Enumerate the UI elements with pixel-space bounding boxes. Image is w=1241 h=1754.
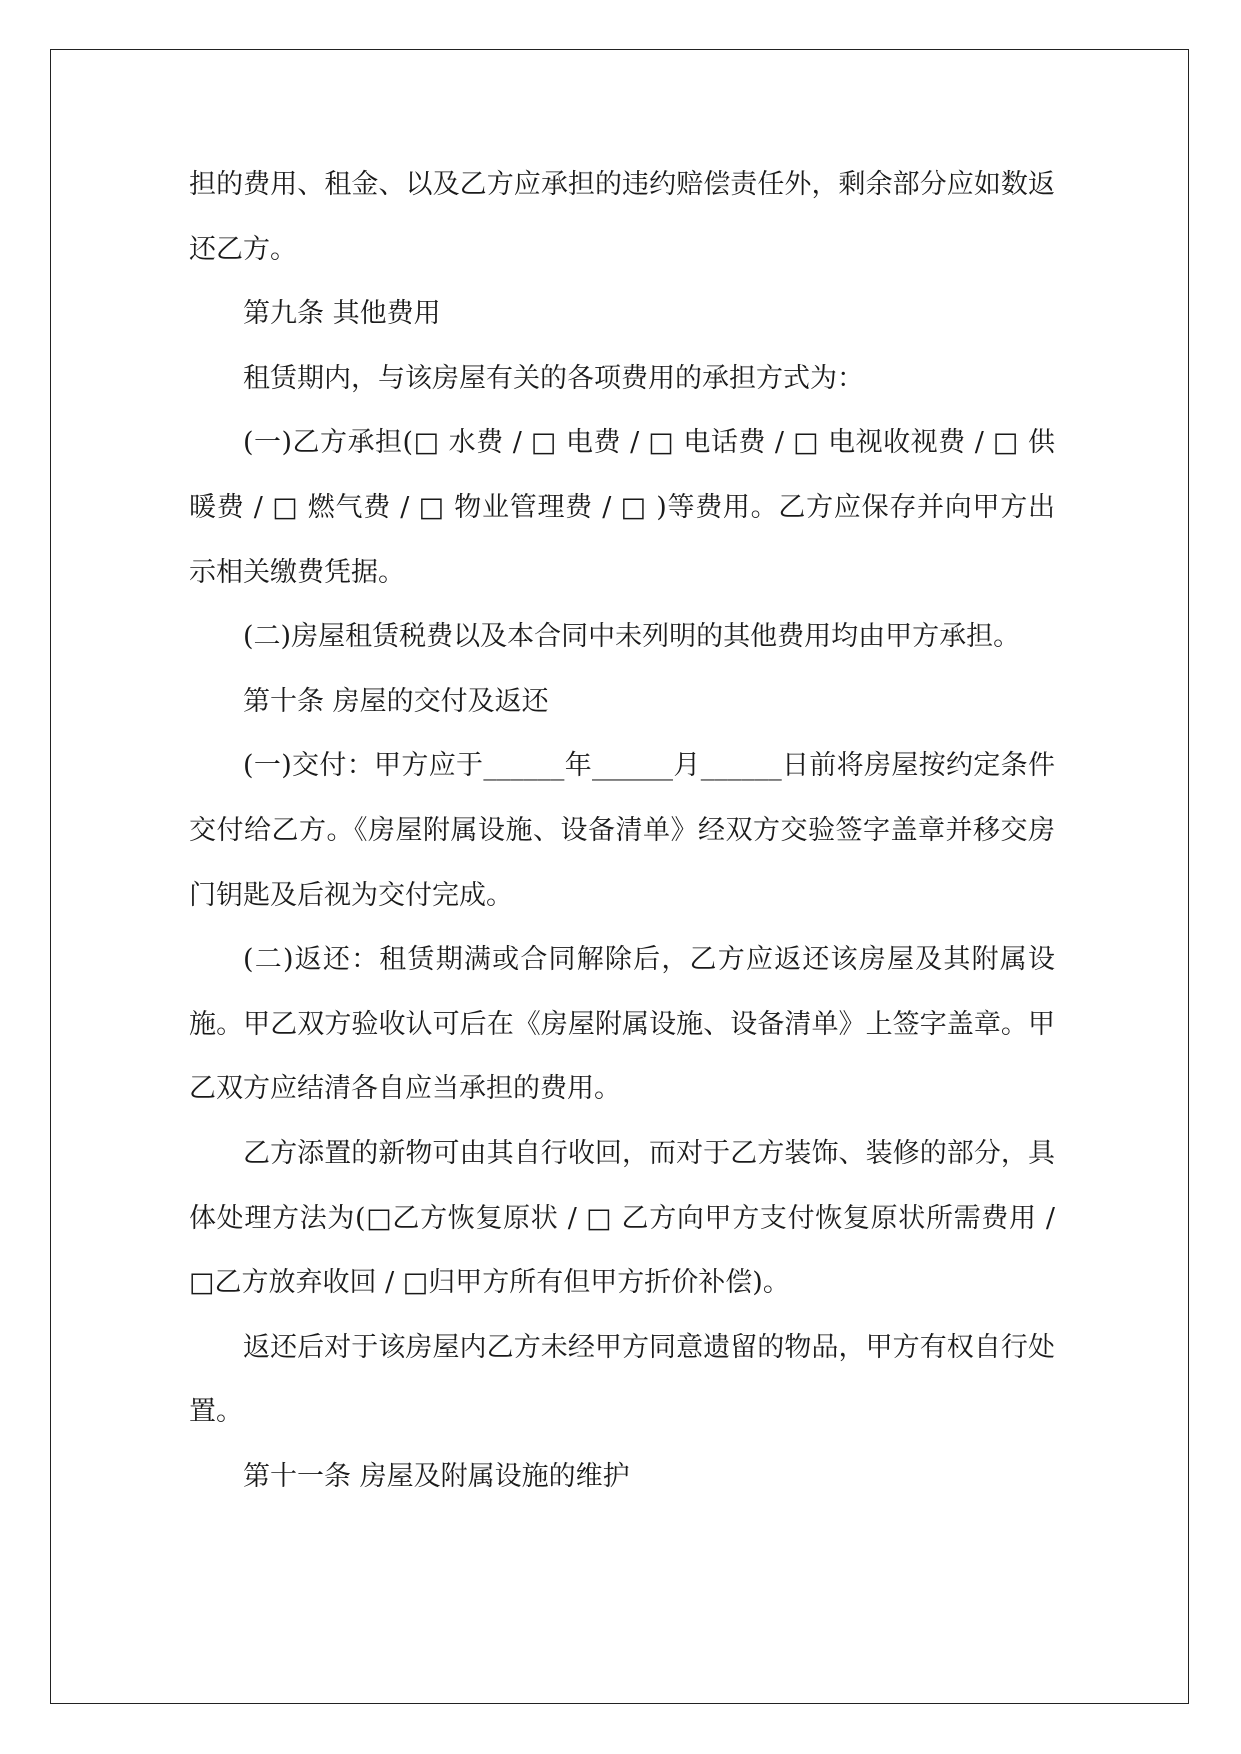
article-11-heading: 第十一条 房屋及附属设施的维护 [243, 1460, 630, 1492]
paragraph: (一)交付：甲方应于______年______月______日前将房屋按约定条件交付给乙方。《房屋附属设施、设备清单》经双方交验签字盖章并移交房门钥匙及后视为交付完成。 [189, 750, 1055, 911]
paragraph: (二)房屋租赁税费以及本合同中未列明的其他费用均由甲方承担。 [243, 621, 1021, 653]
paragraph: 返还后对于该房屋内乙方未经甲方同意遗留的物品，甲方有权自行处置。 [189, 1331, 1055, 1428]
paragraph: 租赁期内，与该房屋有关的各项费用的承担方式为： [243, 362, 864, 394]
paragraph: 乙方添置的新物可由其自行收回，而对于乙方装饰、装修的部分，具体处理方法为(□乙方恢复原状 / □ 乙方向甲方支付恢复原状所需费用 / □乙方放弃收回 / □归甲方所有但甲方折价补偿)。 [189, 1137, 1055, 1299]
document-body [189, 153, 1055, 1509]
article-9-heading: 第九条 其他费用 [243, 298, 441, 330]
paragraph: (二)返还：租赁期满或合同解除后，乙方应返还该房屋及其附属设施。甲乙双方验收认可后在《房屋附属设施、设备清单》上签字盖章。甲乙双方应结清各自应当承担的费用。 [189, 944, 1055, 1105]
paragraph-continuation: 担的费用、租金、以及乙方应承担的违约赔偿责任外，剩余部分应如数返还乙方。 [189, 169, 1055, 265]
paragraph: (一)乙方承担(□ 水费 / □ 电费 / □ 电话费 / □ 电视收视费 / □ 供暖费 / □ 燃气费 / □ 物业管理费 / □ )等费用。乙方应保存并向甲方出示相关缴费凭据。 [189, 427, 1055, 588]
article-10-heading: 第十条 房屋的交付及返还 [243, 685, 549, 717]
